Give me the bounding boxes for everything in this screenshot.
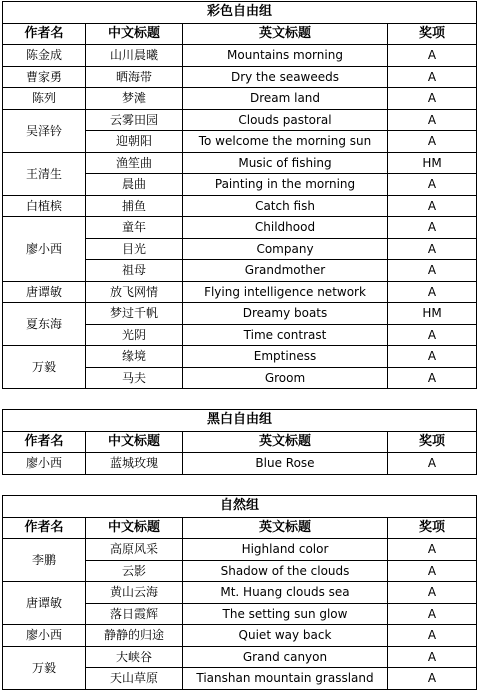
table-row xyxy=(3,303,477,325)
award-grade: A xyxy=(388,560,477,582)
award-grade: A xyxy=(388,281,477,303)
header-author: 作者名 xyxy=(3,517,86,539)
award-grade: A xyxy=(388,453,477,475)
header-award: 奖项 xyxy=(388,517,477,539)
table-row xyxy=(3,453,477,475)
chinese-title: 高原风采 xyxy=(86,539,183,561)
chinese-title: 童年 xyxy=(86,217,183,239)
table-row xyxy=(3,66,477,88)
chinese-title: 云雾田园 xyxy=(86,109,183,131)
author-name: 王清生 xyxy=(3,152,86,195)
award-grade: A xyxy=(388,88,477,110)
header-row xyxy=(3,23,477,45)
header-cn-title: 中文标题 xyxy=(86,23,183,45)
author-name: 万毅 xyxy=(3,346,86,389)
award-table xyxy=(2,495,477,690)
author-name: 李鹏 xyxy=(3,539,86,582)
author-name: 曹家勇 xyxy=(3,66,86,88)
header-author: 作者名 xyxy=(3,23,86,45)
table-row xyxy=(3,217,477,239)
award-grade: A xyxy=(388,324,477,346)
english-title: Painting in the morning xyxy=(183,174,388,196)
award-grade: A xyxy=(388,668,477,690)
group-title: 黑白自由组 xyxy=(3,410,477,432)
chinese-title: 梦过千帆 xyxy=(86,303,183,325)
chinese-title: 静静的归途 xyxy=(86,625,183,647)
award-grade: A xyxy=(388,109,477,131)
group-title: 自然组 xyxy=(3,496,477,518)
chinese-title: 落日霞辉 xyxy=(86,603,183,625)
english-title: Catch fish xyxy=(183,195,388,217)
english-title: Clouds pastoral xyxy=(183,109,388,131)
english-title: Highland color xyxy=(183,539,388,561)
header-cn-title: 中文标题 xyxy=(86,431,183,453)
english-title: Flying intelligence network xyxy=(183,281,388,303)
english-title: Grandmother xyxy=(183,260,388,282)
chinese-title: 缘境 xyxy=(86,346,183,368)
table-row xyxy=(3,346,477,368)
english-title: Tianshan mountain grassland xyxy=(183,668,388,690)
award-grade: A xyxy=(388,625,477,647)
english-title: Mountains morning xyxy=(183,45,388,67)
table-row xyxy=(3,45,477,67)
award-grade: A xyxy=(388,238,477,260)
award-grade: HM xyxy=(388,152,477,174)
english-title: Dry the seaweeds xyxy=(183,66,388,88)
chinese-title: 山川晨曦 xyxy=(86,45,183,67)
chinese-title: 渔笙曲 xyxy=(86,152,183,174)
author-name: 白植槟 xyxy=(3,195,86,217)
author-name: 陈金成 xyxy=(3,45,86,67)
award-grade: A xyxy=(388,539,477,561)
chinese-title: 放飞网情 xyxy=(86,281,183,303)
english-title: Mt. Huang clouds sea xyxy=(183,582,388,604)
author-name: 唐谭敏 xyxy=(3,582,86,625)
table-row xyxy=(3,281,477,303)
header-en-title: 英文标题 xyxy=(183,517,388,539)
chinese-title: 黄山云海 xyxy=(86,582,183,604)
table-row xyxy=(3,195,477,217)
author-name: 廖小西 xyxy=(3,217,86,282)
author-name: 万毅 xyxy=(3,646,86,689)
table-row xyxy=(3,88,477,110)
chinese-title: 光阴 xyxy=(86,324,183,346)
chinese-title: 蓝城玫瑰 xyxy=(86,453,183,475)
english-title: Company xyxy=(183,238,388,260)
header-author: 作者名 xyxy=(3,431,86,453)
chinese-title: 晒海带 xyxy=(86,66,183,88)
chinese-title: 晨曲 xyxy=(86,174,183,196)
header-row xyxy=(3,431,477,453)
table-row xyxy=(3,152,477,174)
english-title: Grand canyon xyxy=(183,646,388,668)
english-title: Shadow of the clouds xyxy=(183,560,388,582)
award-grade: A xyxy=(388,45,477,67)
english-title: Music of fishing xyxy=(183,152,388,174)
header-award: 奖项 xyxy=(388,23,477,45)
chinese-title: 天山草原 xyxy=(86,668,183,690)
header-award: 奖项 xyxy=(388,431,477,453)
header-row xyxy=(3,517,477,539)
table-row xyxy=(3,539,477,561)
chinese-title: 祖母 xyxy=(86,260,183,282)
award-grade: A xyxy=(388,217,477,239)
award-table xyxy=(2,409,477,475)
english-title: Quiet way back xyxy=(183,625,388,647)
group-title: 彩色自由组 xyxy=(3,2,477,24)
author-name: 廖小西 xyxy=(3,453,86,475)
english-title: Childhood xyxy=(183,217,388,239)
author-name: 廖小西 xyxy=(3,625,86,647)
table-row xyxy=(3,582,477,604)
chinese-title: 梦滩 xyxy=(86,88,183,110)
author-name: 吴泽钤 xyxy=(3,109,86,152)
chinese-title: 目光 xyxy=(86,238,183,260)
english-title: To welcome the morning sun xyxy=(183,131,388,153)
english-title: Emptiness xyxy=(183,346,388,368)
award-grade: A xyxy=(388,603,477,625)
author-name: 陈列 xyxy=(3,88,86,110)
chinese-title: 迎朝阳 xyxy=(86,131,183,153)
award-grade: A xyxy=(388,260,477,282)
award-grade: A xyxy=(388,131,477,153)
award-grade: HM xyxy=(388,303,477,325)
table-row xyxy=(3,625,477,647)
award-grade: A xyxy=(388,195,477,217)
english-title: Dreamy boats xyxy=(183,303,388,325)
chinese-title: 云影 xyxy=(86,560,183,582)
author-name: 唐谭敏 xyxy=(3,281,86,303)
english-title: Groom xyxy=(183,367,388,389)
header-cn-title: 中文标题 xyxy=(86,517,183,539)
award-grade: A xyxy=(388,174,477,196)
header-en-title: 英文标题 xyxy=(183,431,388,453)
header-en-title: 英文标题 xyxy=(183,23,388,45)
table-row xyxy=(3,109,477,131)
english-title: Blue Rose xyxy=(183,453,388,475)
award-grade: A xyxy=(388,367,477,389)
chinese-title: 捕鱼 xyxy=(86,195,183,217)
author-name: 夏东海 xyxy=(3,303,86,346)
chinese-title: 马夫 xyxy=(86,367,183,389)
english-title: Time contrast xyxy=(183,324,388,346)
award-table xyxy=(2,1,477,389)
award-grade: A xyxy=(388,582,477,604)
award-grade: A xyxy=(388,646,477,668)
award-grade: A xyxy=(388,66,477,88)
english-title: Dream land xyxy=(183,88,388,110)
award-grade: A xyxy=(388,346,477,368)
chinese-title: 大峡谷 xyxy=(86,646,183,668)
table-row xyxy=(3,646,477,668)
english-title: The setting sun glow xyxy=(183,603,388,625)
